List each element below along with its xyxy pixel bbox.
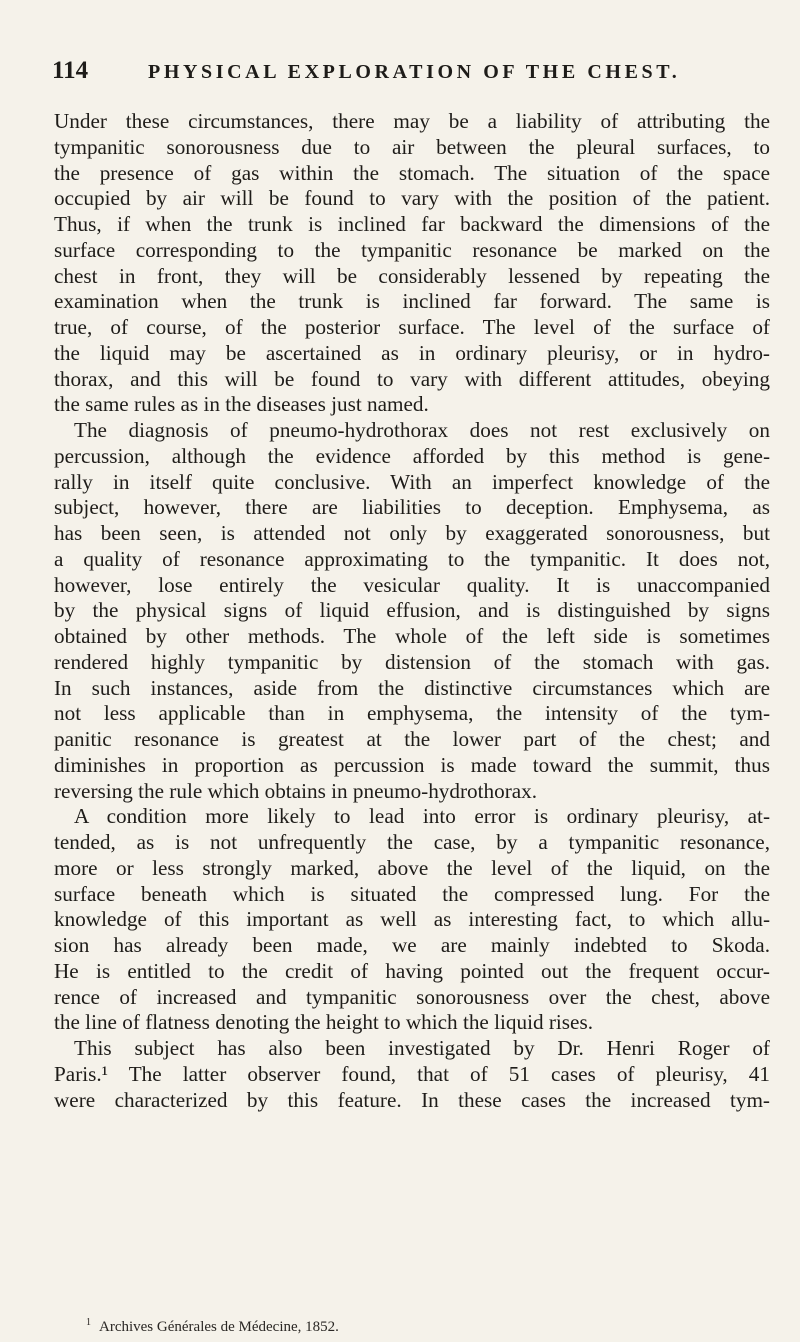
text-line: the liquid may be ascertained as in ordinary pleurisy, or in hydro- [54, 340, 770, 365]
text-line: A condition more likely to lead into error is ordinary pleurisy, at- [74, 804, 770, 829]
text-line: examination when the trunk is inclined far forward. The same is [54, 289, 770, 314]
text-line: however, lose entirely the vesicular quality. It is unaccompanied [54, 572, 770, 597]
text-line: reversing the rule which obtains in pneumo-hydrothorax. [54, 778, 538, 803]
running-head [52, 56, 770, 86]
text-line: occupied by air will be found to vary with the position of the patient. [54, 186, 770, 211]
text-line: This subject has also been investigated by Dr. Henri Roger of [74, 1036, 770, 1060]
text-line: obtained by other methods. The whole of the left side is sometimes [54, 624, 770, 648]
text-line: were characterized by this feature. In these cases the increased tym- [54, 1087, 770, 1112]
text-line: subject, however, there are liabilities to deception. Emphysema, as [54, 495, 770, 520]
footnote-text: Archives Générales de Médecine, 1852. [99, 1319, 339, 1335]
text-line: The diagnosis of pneumo-hydrothorax does not rest exclusively on [74, 418, 770, 442]
text-line: chest in front, they will be considerably lessened by repeating the [54, 263, 770, 288]
text-line: In such instances, aside from the distinctive circumstances which are [54, 675, 770, 700]
text-line: has been seen, is attended not only by exaggerated sonorousness, but [54, 521, 770, 545]
text-line: tympanitic sonorousness due to air between the pleural surfaces, to [54, 134, 770, 159]
text-line: diminishes in proportion as percussion is made toward the summit, thus [54, 752, 770, 777]
text-line: the presence of gas within the stomach. The situation of the space [54, 160, 770, 185]
text-line: Thus, if when the trunk is inclined far backward the dimensions of the [54, 212, 770, 236]
text-line: not less applicable than in emphysema, the intensity of the tym- [54, 701, 770, 726]
text-line: tended, as is not unfrequently the case, by a tympanitic resonance, [54, 830, 770, 854]
body-text [54, 109, 770, 1113]
text-line: rendered highly tympanitic by distension of the stomach with gas. [54, 649, 770, 674]
text-line: rence of increased and tympanitic sonorousness over the chest, above [54, 984, 770, 1009]
page-number: 114 [52, 57, 89, 84]
text-line: the same rules as in the diseases just named. [54, 392, 429, 417]
text-line: He is entitled to the credit of having pointed out the frequent occur- [54, 958, 770, 983]
text-line: surface corresponding to the tympanitic resonance be marked on the [54, 237, 770, 262]
text-line: rally in itself quite conclusive. With an imperfect knowledge of the [54, 469, 770, 494]
text-line: true, of course, of the posterior surface. The level of the surface of [54, 315, 770, 339]
text-line: by the physical signs of liquid effusion, and is distinguished by signs [54, 598, 770, 623]
text-line: sion has already been made, we are mainly indebted to Skoda. [54, 933, 770, 957]
text-line: knowledge of this important as well as interesting fact, to which allu- [54, 907, 770, 932]
footnote-mark: 1 [86, 1317, 91, 1328]
text-line: panitic resonance is greatest at the lower part of the chest; and [54, 727, 770, 751]
footnote [86, 1314, 339, 1336]
text-line: percussion, although the evidence afforded by this method is gene- [54, 443, 770, 468]
text-line: the line of flatness denoting the height to which the liquid rises. [54, 1010, 593, 1035]
text-line: surface beneath which is situated the compressed lung. For the [54, 881, 770, 906]
text-line: Paris.¹ The latter observer found, that of 51 cases of pleurisy, 41 [54, 1061, 770, 1086]
text-line: more or less strongly marked, above the level of the liquid, on the [54, 855, 770, 880]
text-line: a quality of resonance approximating to the tympanitic. It does not, [54, 546, 770, 571]
running-title: PHYSICAL EXPLORATION OF THE CHEST. [148, 61, 681, 83]
text-line: Under these circumstances, there may be a liability of attributing the [54, 109, 770, 133]
text-line: thorax, and this will be found to vary with different attitudes, obeying [54, 366, 770, 391]
